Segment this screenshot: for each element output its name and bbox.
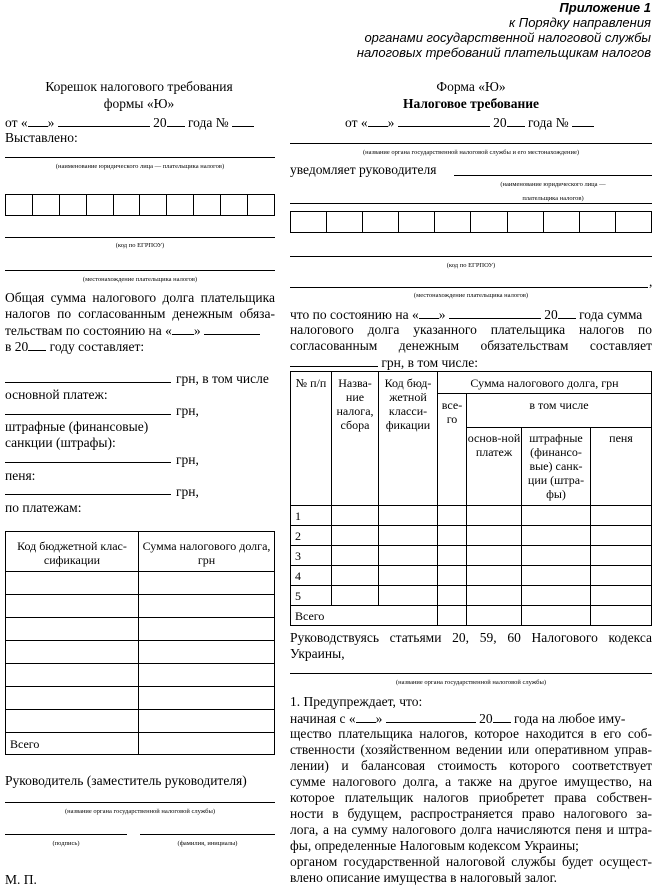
warning-heading: 1. Предупреждает, что: [290, 694, 423, 709]
stub-fio-field[interactable] [140, 834, 275, 835]
table-row[interactable] [6, 595, 275, 618]
warning-line-12: влено описание имущества в налоговый залог. [290, 870, 558, 885]
kbk-total-label: Всего [6, 733, 139, 755]
table-row[interactable] [6, 687, 275, 710]
stub-grn-3: грн, [176, 484, 199, 499]
total-label: Всего [291, 606, 438, 626]
demand-body-name-field-2[interactable] [290, 673, 652, 674]
warning-line-4: ственности (хозяйственном ведении или оперативном управ- [290, 742, 652, 757]
table-row[interactable] [291, 586, 652, 606]
stub-edrpou-field[interactable] [5, 237, 275, 238]
stub-signature-caption: (подпись) [52, 840, 80, 847]
stub-grn-2: грн, [176, 452, 199, 467]
demand-location-comma: , [649, 274, 653, 289]
appendix-line-1: к Порядку направления [509, 15, 651, 30]
th-kbk: Код бюд-жетной класси-фикации [379, 372, 438, 506]
guided-text-1: Руководствуясь статьями 20, 59, 60 Налогового кодекса [290, 630, 652, 645]
demand-body-name-field[interactable] [290, 143, 652, 144]
demand-body-name-caption-2: (название органа государственной налоговой службы) [395, 679, 546, 686]
th-debt-sum: Сумма налогового долга, грн [438, 372, 652, 394]
th-fines: штрафные (финансо-вые) санк-ции (штра-фы) [522, 428, 591, 506]
demand-edrpou-field[interactable] [290, 256, 652, 257]
stub-total-amount-field[interactable] [5, 382, 171, 383]
stub-main-payment-field[interactable] [5, 414, 171, 415]
stub-penalty-label: пеня: [5, 468, 36, 483]
row-number: 1 [291, 506, 332, 526]
table-row[interactable] [6, 618, 275, 641]
row-number: 2 [291, 526, 332, 546]
notify-payer-field[interactable] [454, 175, 652, 176]
table-row[interactable] [291, 506, 652, 526]
notify-label: уведомляет руководителя [290, 162, 437, 177]
warning-line-7: которое плательщик налогов приобретет права собствен- [290, 790, 652, 805]
warning-line-2: начиная с « » 20 года на любое иму- [290, 711, 626, 726]
th-including: в том числе [467, 394, 652, 428]
th-main-payment: основ-ной платеж [467, 428, 522, 506]
demand-sum-text-1: что по состоянию на « » 20 года сумма [290, 307, 643, 322]
stub-fines-field[interactable] [5, 462, 171, 463]
stub-kbk-table [5, 531, 275, 755]
table-row[interactable] [6, 664, 275, 687]
warning-line-9: лога, а на сумму налогового долга начисляются пеня и штра- [290, 822, 652, 837]
row-number: 3 [291, 546, 332, 566]
stub-payer-name-caption: (наименование юридического лица — плательщика налогов) [55, 163, 225, 170]
stub-by-payments-label: по платежам: [5, 500, 82, 515]
th-penalty: пеня [591, 428, 652, 506]
table-row[interactable] [6, 641, 275, 664]
kbk-total-row [6, 733, 275, 755]
stub-edrpou-code-grid[interactable] [5, 194, 275, 216]
stub-grn-incl: грн, в том числе [176, 371, 269, 386]
demand-title: Налоговое требование [402, 96, 540, 111]
table-row[interactable] [291, 546, 652, 566]
table-row[interactable] [291, 526, 652, 546]
table-total-row [291, 606, 652, 626]
demand-edrpou-code-grid[interactable] [290, 211, 652, 233]
warning-line-3: щество плательщика налогов, которое находится в его соб- [290, 726, 652, 741]
form-title: Форма «Ю» [436, 79, 506, 94]
kbk-col-header-code: Код бюджетной клас-сификации [6, 532, 139, 572]
warning-line-8: ности в будущем, распространяется право налогового за- [290, 806, 652, 821]
warning-line-10: фы, определенные Налоговым кодексом Украины; [290, 838, 579, 853]
demand-edrpou-caption: (код по ЕГРПОУ) [446, 262, 496, 269]
stub-issued-label: Выставлено: [5, 130, 78, 145]
demand-sum-text-3: согласованным денежным обязательствам составляет [290, 338, 652, 353]
demand-body-name-caption: (название органа государственной налоговой службы и его местонахождение) [362, 149, 580, 156]
notify-payer-caption-2: плательщика налогов) [522, 195, 584, 202]
row-number: 5 [291, 586, 332, 606]
stub-subtitle: формы «Ю» [103, 96, 175, 111]
stub-date-line: от « » 20 года № [5, 114, 254, 131]
stub-grn-1: грн, [176, 403, 199, 418]
demand-location-field[interactable] [290, 287, 648, 288]
demand-sum-text-4: грн, в том числе: [290, 354, 478, 371]
stub-payer-name-field[interactable] [5, 157, 275, 158]
stub-body-name-caption: (название органа государственной налоговой службы) [64, 808, 215, 815]
stub-debt-text-3: тельствам по состоянию на « » [5, 322, 260, 339]
th-tax-name: Назва-ние налога, сбора [332, 372, 379, 506]
demand-location-caption: (местонахождение плательщика налогов) [413, 292, 529, 299]
stub-main-payment-label: основной платеж: [5, 387, 108, 402]
stub-debt-text-1: Общая сумма налогового долга плательщика [5, 290, 275, 305]
row-number: 4 [291, 566, 332, 586]
stub-location-field[interactable] [5, 270, 275, 271]
warning-line-11: органом государственной налоговой службы будет осущест- [290, 854, 652, 869]
stub-fines-label-2: санкции (штрафы): [5, 435, 116, 450]
notify-payer-field-2[interactable] [290, 203, 652, 204]
stub-head-label: Руководитель (заместитель руководителя) [5, 773, 247, 788]
stub-debt-text-2: налогов по согласованным денежным обяза- [5, 306, 275, 321]
stub-debt-text-4: в 20 году составляет: [5, 339, 145, 354]
stub-body-name-field[interactable] [5, 802, 275, 803]
appendix-line-2: органами государственной налоговой службы [364, 30, 651, 45]
table-row[interactable] [291, 566, 652, 586]
notify-payer-caption-1: (наименование юридического лица — [500, 181, 606, 188]
appendix-title: Приложение 1 [559, 0, 651, 15]
th-total: все-го [438, 394, 467, 506]
table-row[interactable] [6, 572, 275, 595]
stub-edrpou-caption: (код по ЕГРПОУ) [115, 242, 165, 249]
warning-line-6: сумме налогового долга, а также на другое имущество, на [290, 774, 652, 789]
appendix-line-3: налоговых требований плательщикам налогов [356, 45, 651, 60]
table-row[interactable] [6, 710, 275, 733]
stub-location-caption: (местонахождение плательщика налогов) [82, 276, 198, 283]
stub-penalty-field[interactable] [5, 494, 171, 495]
kbk-col-header-sum: Сумма налогового долга, грн [139, 532, 275, 572]
stub-fines-label-1: штрафные (финансовые) [5, 419, 149, 434]
stub-signature-field[interactable] [5, 834, 127, 835]
th-number: № п/п [291, 372, 332, 506]
warning-line-5: лении) и балансовая стоимость которого соответствует [290, 758, 652, 773]
demand-sum-text-2: налогового долга указанного плательщика налогов по [290, 322, 652, 337]
stub-fio-caption: (фамилия, инициалы) [177, 840, 238, 847]
tax-debt-table [290, 371, 652, 626]
guided-text-2: Украины, [290, 646, 345, 661]
demand-date-line: от « » 20 года № [345, 114, 594, 131]
stub-stamp-place: М. П. [5, 872, 37, 887]
stub-title: Корешок налогового требования [45, 79, 233, 94]
